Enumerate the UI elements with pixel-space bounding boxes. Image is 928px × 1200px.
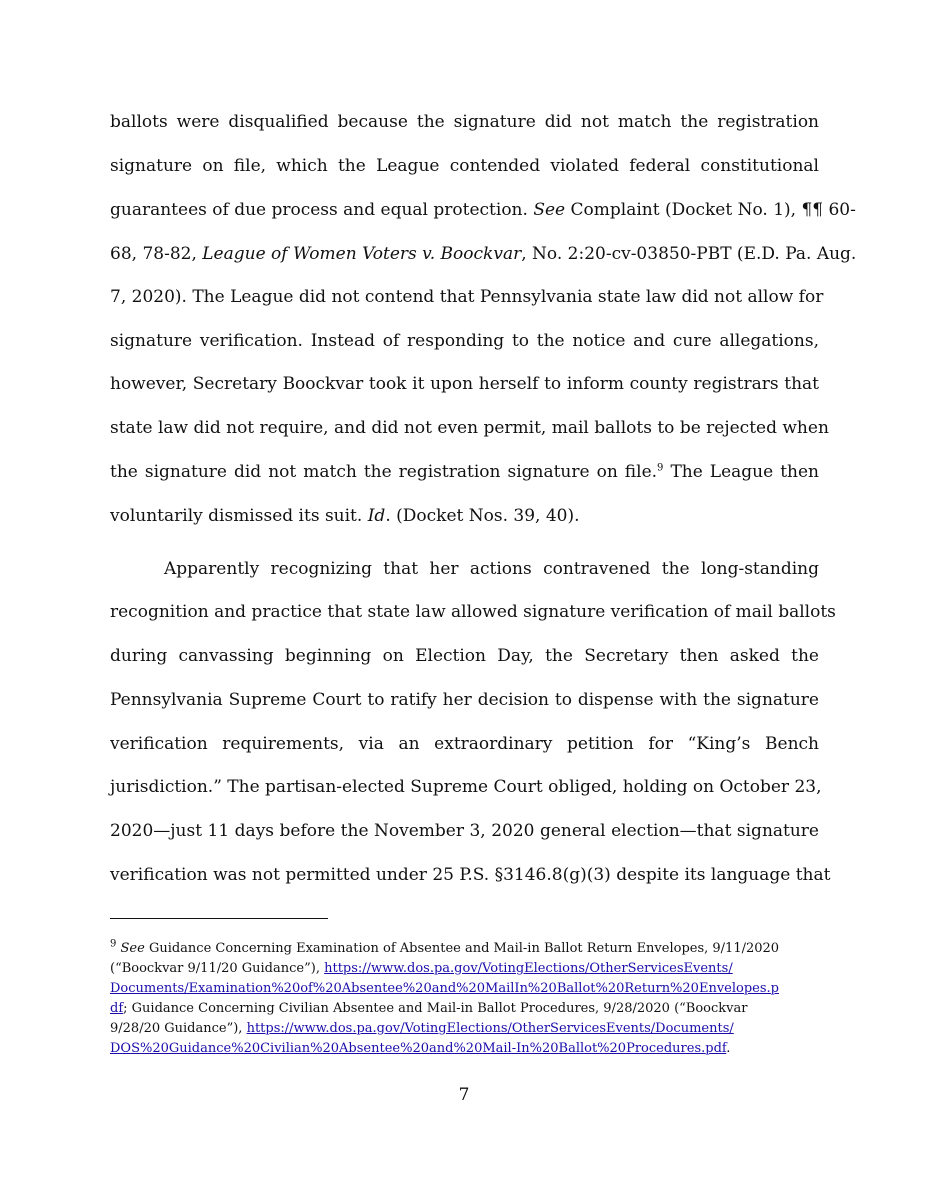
footnote-line	[110, 1020, 830, 1038]
footnote-line	[110, 1040, 830, 1058]
case-name: League of Women Voters v. Boockvar	[202, 244, 522, 264]
text-run: during canvassing beginning on Election Day, the Secretary then asked the	[110, 646, 819, 666]
body-line	[110, 820, 819, 842]
footnote-line	[110, 940, 830, 958]
body-line	[110, 689, 819, 711]
text-run: (“Boockvar 9/11/20 Guidance”),	[110, 961, 325, 976]
text-run: Complaint (Docket No. 1), ¶¶ 60-	[570, 200, 856, 220]
footnote-line	[110, 980, 830, 998]
text-run: voluntarily dismissed its suit.	[110, 506, 363, 526]
text-run: .	[726, 1041, 731, 1056]
body-line	[110, 417, 829, 439]
text-run: Guidance Concerning Examination of Absentee and Mail-in Ballot Return Envelopes, 9/11/2020	[144, 941, 780, 956]
body-line	[110, 864, 831, 886]
guidance-link-1[interactable]: df	[110, 1001, 124, 1016]
body-line	[110, 505, 819, 527]
citation-signal: See	[120, 941, 145, 956]
text-run: 68, 78-82,	[110, 244, 197, 264]
text-run: ballots were disqualified because the signature did not match the registration	[110, 112, 819, 132]
body-line	[110, 601, 836, 623]
text-run: Pennsylvania Supreme Court to ratify her decision to dispense with the signature	[110, 690, 819, 710]
text-run: , No. 2:20-cv-03850-PBT (E.D. Pa. Aug.	[521, 244, 857, 264]
body-line	[110, 330, 819, 352]
text-run: jurisdiction.” The partisan-elected Supreme Court obliged, holding on October 23,	[110, 777, 822, 797]
body-line	[110, 776, 822, 798]
guidance-link-1[interactable]: https://www.dos.pa.gov/VotingElections/OtherServicesEvents/	[324, 961, 733, 976]
text-run: Apparently recognizing that her actions contravened the long-standing	[164, 559, 819, 579]
text-run: guarantees of due process and equal protection.	[110, 200, 528, 220]
footnote-separator	[110, 918, 328, 919]
body-line	[110, 199, 856, 221]
text-run: verification was not permitted under 25 P.S. §3146.8(g)(3) despite its language that	[110, 865, 831, 885]
footnote-line	[110, 1000, 830, 1018]
body-line	[164, 558, 819, 580]
body-line	[110, 155, 819, 177]
citation-signal: Id	[367, 506, 386, 526]
text-run: recognition and practice that state law allowed signature verification of mail ballots	[110, 602, 836, 622]
body-line	[110, 645, 819, 667]
body-line	[110, 733, 819, 755]
body-line	[110, 373, 819, 395]
body-line	[110, 286, 824, 308]
text-run: verification requirements, via an extraordinary petition for “King’s Bench	[110, 734, 819, 754]
body-line	[110, 243, 857, 265]
footnote-marker: 9	[110, 938, 117, 950]
text-run: . (Docket Nos. 39, 40).	[385, 506, 580, 526]
text-run: ; Guidance Concerning Civilian Absentee and Mail-in Ballot Procedures, 9/28/2020 (“Boockvar	[123, 1001, 748, 1016]
text-run: The League then	[663, 462, 819, 482]
page-number: 7	[458, 1085, 470, 1105]
text-run: the signature did not match the registration signature on file.	[110, 462, 658, 482]
text-run: however, Secretary Boockvar took it upon herself to inform county registrars that	[110, 374, 819, 394]
guidance-link-2[interactable]: https://www.dos.pa.gov/VotingElections/OtherServicesEvents/Documents/	[246, 1021, 734, 1036]
body-line	[110, 461, 819, 483]
footnote-reference[interactable]: 9	[657, 462, 664, 474]
footnote-line	[110, 960, 830, 978]
guidance-link-1[interactable]: Documents/Examination%20of%20Absentee%20and%20MailIn%20Ballot%20Return%20Envelopes.p	[110, 981, 779, 996]
text-run: 2020—just 11 days before the November 3, 2020 general election—that signature	[110, 821, 819, 841]
text-run: signature on file, which the League contended violated federal constitutional	[110, 156, 819, 176]
text-run: state law did not require, and did not even permit, mail ballots to be rejected when	[110, 418, 829, 438]
guidance-link-2[interactable]: DOS%20Guidance%20Civilian%20Absentee%20and%20Mail-In%20Ballot%20Procedures.pdf	[110, 1041, 727, 1056]
text-run: 9/28/20 Guidance”),	[110, 1021, 247, 1036]
body-line	[110, 111, 819, 133]
text-run: 7, 2020). The League did not contend that Pennsylvania state law did not allow for	[110, 287, 824, 307]
citation-signal: See	[533, 200, 566, 220]
text-run: signature verification. Instead of responding to the notice and cure allegations,	[110, 331, 819, 351]
